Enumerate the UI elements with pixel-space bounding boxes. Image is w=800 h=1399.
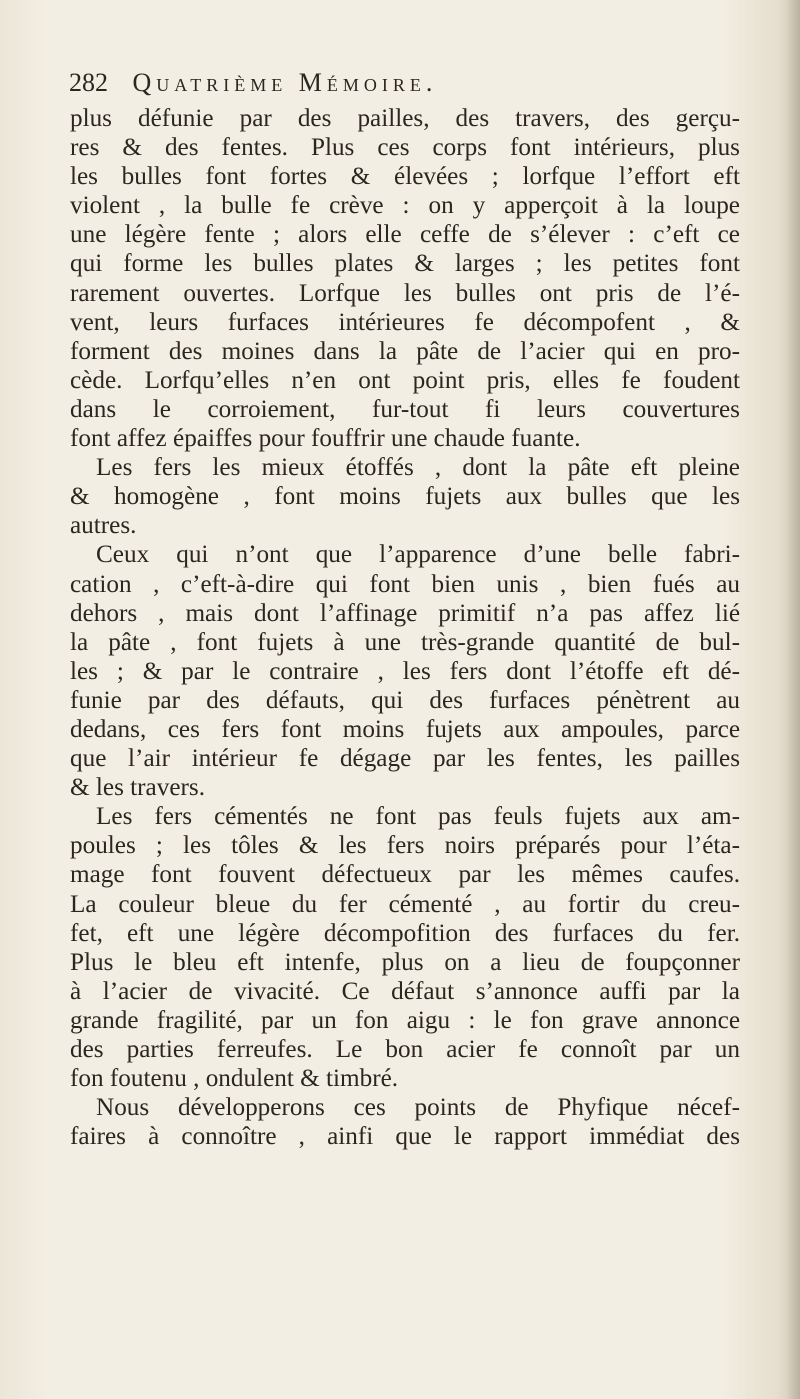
text-line: une légère fente ; alors elle ceffe de s’élever : c’eft ce (70, 221, 740, 249)
text-line: à l’acier de vivacité. Ce défaut s’annonce auffi par la (70, 977, 740, 1005)
paragraph (70, 104, 740, 453)
text-line: funie par des défauts, qui des furfaces pénètrent au (70, 686, 740, 714)
page-header (69, 65, 729, 101)
body-text (70, 104, 740, 1151)
paragraph (70, 540, 740, 802)
text-line: autres. (70, 512, 137, 540)
text-line: cède. Lorfqu’elles n’en ont point pris, elles fe foudent (70, 366, 740, 394)
paragraph (70, 1093, 740, 1151)
text-line: qui forme les bulles plates & larges ; les petites font (70, 250, 740, 278)
paragraph (70, 453, 740, 540)
text-line: font affez épaiffes pour fouffrir une chaude fuante. (70, 425, 581, 453)
text-line: des parties ferreufes. Le bon acier fe connoît par un (70, 1036, 740, 1063)
text-line: les bulles font fortes & élevées ; lorfque l’effort eft (70, 163, 740, 191)
text-line: rarement ouvertes. Lorfque les bulles ont pris de l’é- (70, 279, 740, 307)
text-line: Nous développerons ces points de Phyfique nécef- (96, 1094, 740, 1122)
page-number: 282 (69, 68, 108, 97)
text-line: fon foutenu , ondulent & timbré. (70, 1065, 399, 1093)
text-line: plus défunie par des pailles, des travers, des gerçu- (70, 105, 740, 132)
text-line: La couleur bleue du fer cémenté , au fortir du creu- (70, 890, 740, 918)
text-line: les ; & par le contraire , les fers dont l’étoffe eft dé- (70, 657, 740, 685)
text-line: poules ; les tôles & les fers noirs préparés pour l’éta- (70, 832, 740, 860)
text-line: faires à connoître , ainfi que le rapport immédiat des (70, 1123, 740, 1151)
text-line: fet, eft une légère décompofition des furfaces du fer. (70, 919, 740, 947)
text-line: Ceux qui n’ont que l’apparence d’une belle fabri- (96, 541, 740, 569)
text-line: la pâte , font fujets à une très-grande quantité de bul- (70, 628, 740, 656)
text-line: violent , la bulle fe crève : on y apperçoit à la loupe (70, 192, 740, 220)
running-head: Quatrième Mémoire. (132, 68, 438, 97)
text-line: dans le corroiement, fur-tout fi leurs couvertures (70, 395, 740, 423)
text-line: grande fragilité, par un fon aigu : le fon grave annonce (70, 1006, 740, 1034)
text-line: vent, leurs furfaces intérieures fe décompofent , & (70, 308, 740, 336)
text-line: & homogène , font moins fujets aux bulles que les (70, 483, 740, 511)
text-line: res & des fentes. Plus ces corps font intérieurs, plus (70, 134, 740, 162)
text-line: cation , c’eft-à-dire qui font bien unis , bien fués au (70, 570, 740, 598)
text-line: & les travers. (70, 774, 205, 802)
text-line: mage font fouvent défectueux par les mêmes caufes. (70, 861, 740, 889)
text-line: Les fers cémentés ne font pas feuls fujets aux am- (96, 803, 740, 831)
text-line: forment des moines dans la pâte de l’acier qui en pro- (70, 337, 740, 365)
text-line: dehors , mais dont l’affinage primitif n’a pas affez lié (70, 599, 740, 627)
text-line: Les fers les mieux étoffés , dont la pâte eft pleine (96, 454, 740, 482)
paragraph (70, 802, 740, 1093)
text-line: que l’air intérieur fe dégage par les fentes, les pailles (70, 745, 740, 773)
page-edge-shadow (786, 0, 800, 1399)
text-line: dedans, ces fers font moins fujets aux ampoules, parce (70, 715, 740, 743)
text-line: Plus le bleu eft intenfe, plus on a lieu de foupçonner (70, 948, 740, 976)
